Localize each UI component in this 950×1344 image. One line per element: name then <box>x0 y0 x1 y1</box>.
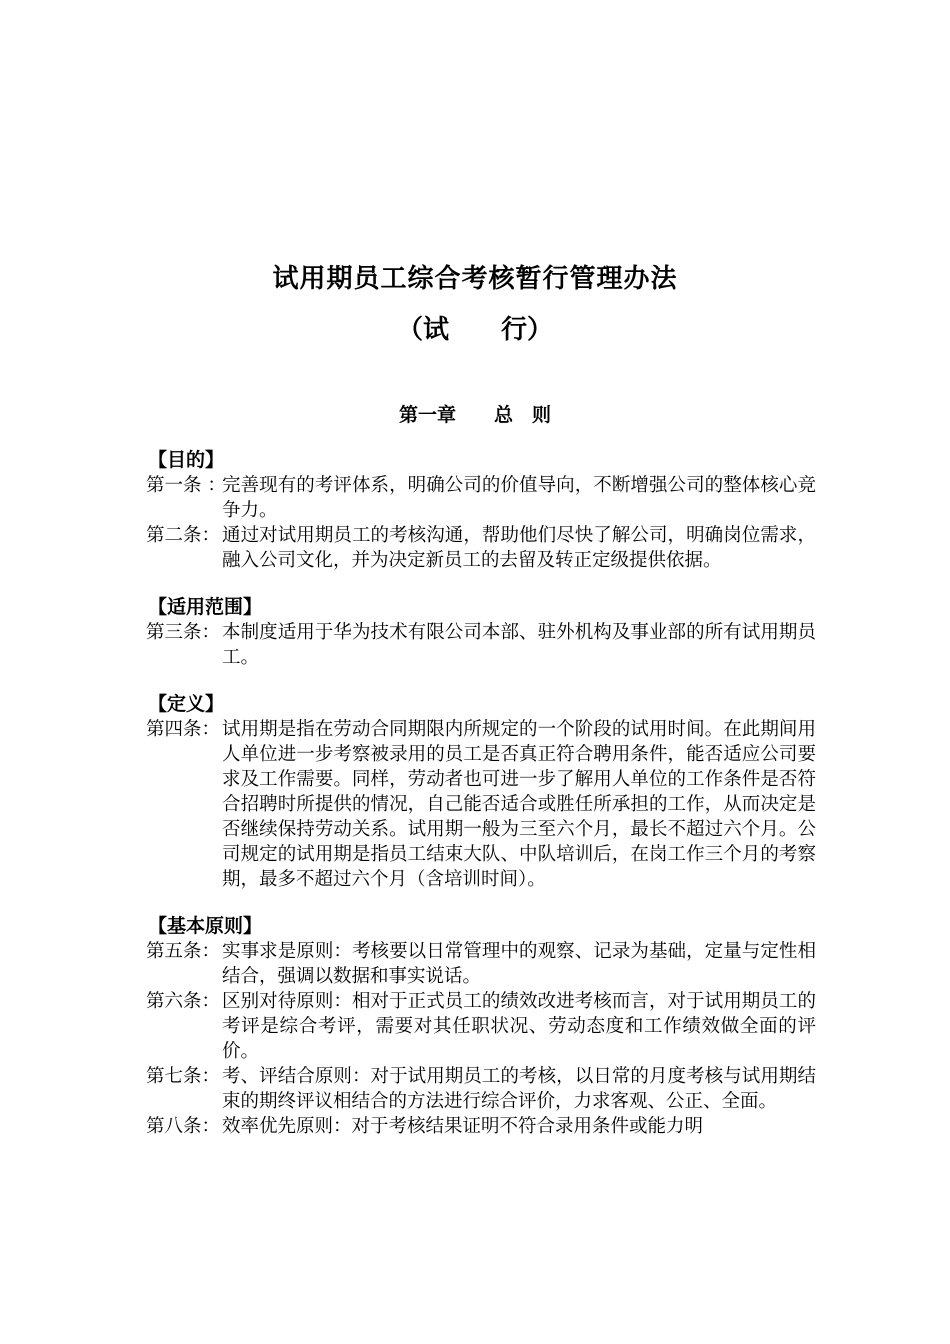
article-separator: ： <box>201 525 221 546</box>
article-number-label: 第五条 <box>146 941 202 962</box>
article-separator: ： <box>201 719 221 740</box>
article-number <box>146 473 226 523</box>
article-text: 考、评结合原则：对于试用期员工的考核，以日常的月度考核与试用期结束的期终评议相结合的方法进行综合评价，力求客观、公正、全面。 <box>222 1066 816 1112</box>
article <box>146 1064 816 1114</box>
article-separator: ： <box>201 991 221 1012</box>
document-title: 试用期员工综合考核暂行管理办法 <box>272 264 678 294</box>
article-number-label: 第一条 <box>146 475 202 496</box>
section-heading: 【基本原则】 <box>148 915 263 937</box>
article-number <box>146 1064 222 1114</box>
article-number-label: 第四条 <box>146 719 202 740</box>
article-number <box>146 620 222 670</box>
article-text: 实事求是原则：考核要以日常管理中的观察、记录为基础，定量与定性相结合，强调以数据和事实说话。 <box>222 941 816 987</box>
document-body <box>146 448 816 1161</box>
article <box>146 523 816 573</box>
article-number <box>146 1114 222 1139</box>
section <box>146 448 816 573</box>
chapter-title: 第一章 总 则 <box>398 404 551 426</box>
article-number <box>146 523 222 573</box>
article-text: 效率优先原则：对于考核结果证明不符合录用条件或能力明 <box>222 1116 704 1137</box>
article-text: 通过对试用期员工的考核沟通，帮助他们尽快了解公司，明确岗位需求，融入公司文化，并为决定新员工的去留及转正定级提供依据。 <box>222 525 816 571</box>
section <box>146 914 816 1139</box>
article <box>146 473 816 523</box>
article <box>146 989 816 1064</box>
article-separator: ： <box>201 475 226 496</box>
article-number-label: 第三条 <box>146 622 202 643</box>
article-number-label: 第七条 <box>146 1066 202 1087</box>
article <box>146 620 816 670</box>
article <box>146 717 816 892</box>
article-number <box>146 717 222 892</box>
article-text: 试用期是指在劳动合同期限内所规定的一个阶段的试用时间。在此期间用人单位进一步考察被录用的员工是否真正符合聘用条件，能否适应公司要求及工作需要。同样，劳动者也可进一步了解用人单位的工作条件是否符合招聘时所提供的情况，自己能否适合或胜任所承担的工作，从而决定是否继续保持劳动关系。试用期一般为三至六个月，最长不超过六个月。公司规定的试用期是指员工结束大队、中队培训后，在岗工作三个月的考察期，最多不超过六个月（含培训时间）。 <box>222 719 816 890</box>
article-number-label: 第二条 <box>146 525 202 546</box>
article-text: 本制度适用于华为技术有限公司本部、驻外机构及事业部的所有试用期员工。 <box>222 622 816 668</box>
article-number <box>146 989 222 1064</box>
article-separator: ： <box>201 941 221 962</box>
article-separator: ： <box>201 1066 221 1087</box>
section-heading: 【定义】 <box>148 693 225 715</box>
section <box>146 595 816 670</box>
document-subtitle: （试 行） <box>396 315 553 345</box>
article-number-label: 第六条 <box>146 991 202 1012</box>
article-number <box>146 939 222 989</box>
article-separator: ： <box>201 1116 221 1137</box>
article-number-label: 第八条 <box>146 1116 202 1137</box>
article <box>146 939 816 989</box>
article <box>146 1114 816 1139</box>
article-separator: ： <box>201 622 221 643</box>
section <box>146 692 816 892</box>
article-text: 区别对待原则：相对于正式员工的绩效改进考核而言，对于试用期员工的考评是综合考评，需要对其任职状况、劳动态度和工作绩效做全面的评价。 <box>222 991 816 1062</box>
section-heading: 【目的】 <box>148 449 225 471</box>
section-heading: 【适用范围】 <box>148 596 263 618</box>
article-text: 完善现有的考评体系，明确公司的价值导向，不断增强公司的整体核心竞争力。 <box>222 475 816 521</box>
